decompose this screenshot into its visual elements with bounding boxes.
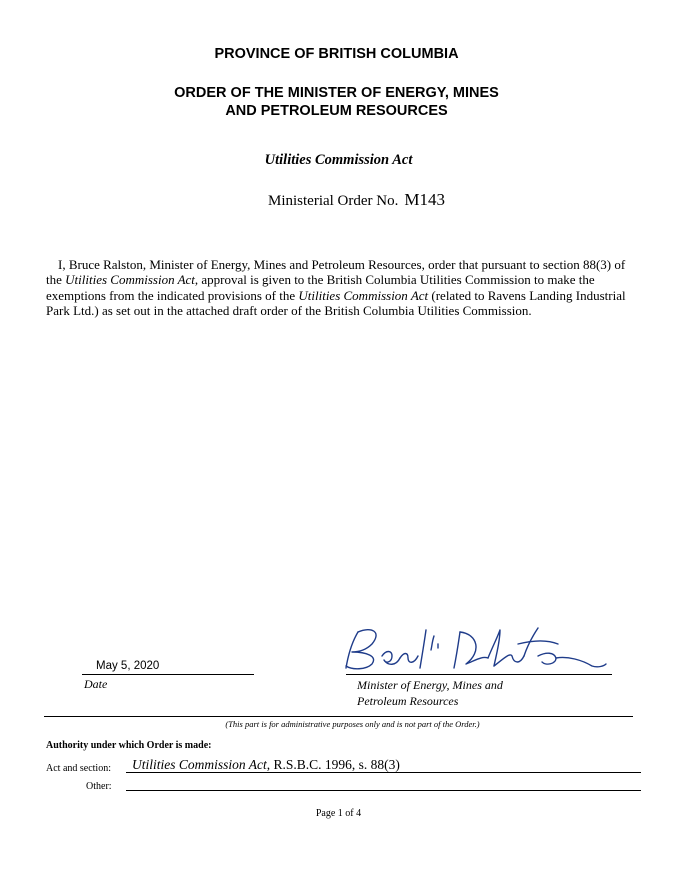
act-section-act-name: Utilities Commission Act xyxy=(132,757,267,772)
body-part2: , approval is given to the British Columbia Utilities Commission to make the exemptions from the indicated provisions of the xyxy=(46,272,595,303)
act-section-citation: , R.S.B.C. 1996, s. 88(3) xyxy=(266,757,400,772)
order-title xyxy=(0,84,673,120)
admin-note: (This part is for administrative purposes only and is not part of the Order.) xyxy=(225,719,480,729)
body-part3: (related to Ravens Landing Industrial Park Ltd.) as set out in the attached draft order of the British Columbia Utilities Commission. xyxy=(46,287,626,318)
province-heading: PROVINCE OF BRITISH COLUMBIA xyxy=(214,46,459,62)
ministerial-order-line xyxy=(0,190,673,210)
authority-heading: Authority under which Order is made: xyxy=(46,740,212,751)
body-act-ref-1: Utilities Commission Act xyxy=(65,272,195,288)
signer-title-line1: Minister of Energy, Mines and xyxy=(357,678,503,692)
order-title-line1: ORDER OF THE MINISTER OF ENERGY, MINES xyxy=(174,85,499,101)
date-value: May 5, 2020 xyxy=(96,660,160,672)
date-label: Date xyxy=(84,677,108,691)
body-part1: I, Bruce Ralston, Minister of Energy, Mines and Petroleum Resources, order that pursuant to section 88(3) of the xyxy=(46,257,626,288)
other-label: Other: xyxy=(86,781,112,792)
order-body-paragraph xyxy=(46,257,632,318)
admin-divider xyxy=(44,716,633,717)
body-act-ref-2: Utilities Commission Act xyxy=(298,287,429,303)
page-number: Page 1 of 4 xyxy=(315,808,362,819)
act-title: Utilities Commission Act xyxy=(264,152,413,168)
signature-line xyxy=(346,674,612,675)
other-line xyxy=(126,790,641,791)
act-section-value xyxy=(132,757,400,773)
act-section-label: Act and section: xyxy=(46,763,111,774)
ministerial-order-number: M143 xyxy=(404,190,445,209)
order-title-line2: AND PETROLEUM RESOURCES xyxy=(225,103,448,119)
date-line xyxy=(82,674,254,675)
signer-title xyxy=(357,677,503,709)
ministerial-order-label: Ministerial Order No. xyxy=(267,193,399,209)
signer-title-line2: Petroleum Resources xyxy=(357,694,459,708)
minister-signature xyxy=(342,622,612,674)
act-section-line xyxy=(126,772,641,773)
